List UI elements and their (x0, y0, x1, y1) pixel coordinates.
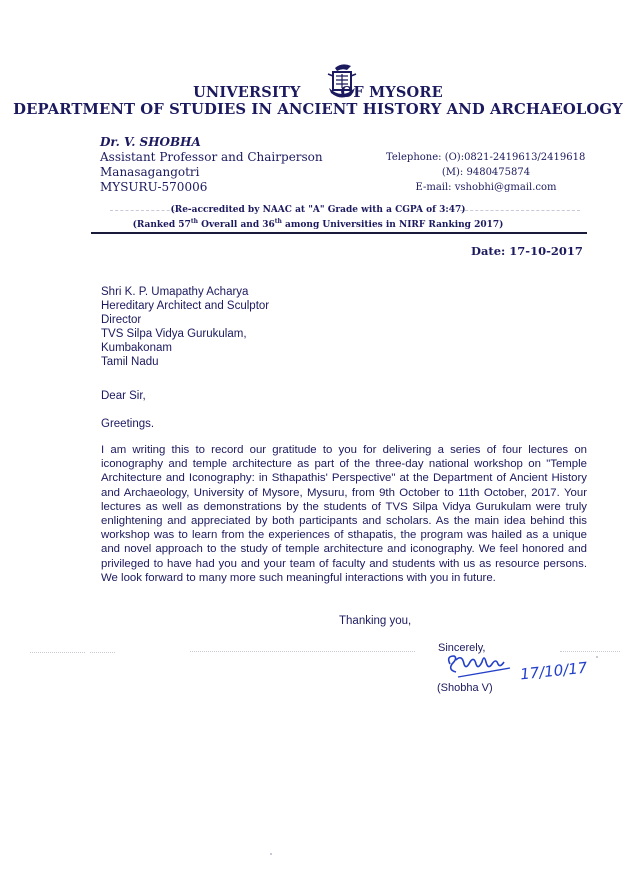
handwritten-date: 17/10/17 (519, 658, 589, 684)
sender-designation: Assistant Professor and Chairperson (100, 150, 323, 164)
thanks-line: Thanking you, (339, 615, 412, 627)
accreditation-line1: (Re-accredited by NAAC at "A" Grade with a CGPA of 3:47) (170, 205, 466, 215)
scan-speck (270, 853, 272, 855)
handwritten-signature-icon (444, 650, 524, 680)
signatory-name: (Shobha V) (437, 682, 493, 694)
accreditation-line2: (Ranked 57th Overall and 36th among Universities in NIRF Ranking 2017) (132, 218, 504, 230)
university-name (0, 84, 636, 101)
greeting: Greetings. (101, 418, 155, 430)
recipient-line: Tamil Nadu (101, 356, 159, 368)
email: E-mail: vshobhi@gmail.com (415, 182, 557, 193)
telephone: Telephone: (O):0821-2419613/2419618 (386, 152, 586, 163)
faint-mark (90, 652, 115, 653)
faint-mark (560, 651, 620, 652)
sender-block (100, 135, 323, 195)
sender-address-line2: MYSURU-570006 (100, 180, 208, 194)
recipient-line: Shri K. P. Umapathy Acharya (101, 286, 249, 298)
mobile: (M): 9480475874 (441, 167, 531, 178)
recipient-block (101, 285, 269, 369)
sender-address-line1: Manasagangotri (100, 165, 200, 179)
header-divider (91, 232, 587, 234)
scan-speck (596, 656, 598, 658)
university-name-left: UNIVERSITY (193, 84, 301, 101)
recipient-line: TVS Silpa Vidya Gurukulam, (101, 328, 247, 340)
letter-date: Date: 17-10-2017 (471, 244, 583, 258)
accreditation-note (0, 204, 636, 231)
sender-name: Dr. V. SHOBHA (100, 135, 201, 149)
letter-body: I am writing this to record our gratitude to you for delivering a series of four lectures on iconography and temple architecture as part of the three-day national workshop on "Temple Architecture and Iconography: in Sthapathis' Perspective" at the Department of Ancient History and Archaeology, University of Mysore, Mysuru, from 9th October to 11th October, 2017. Your lectures as well as demonstrations by the students of TVS Silpa Vidya Gurukulam were truly enlightening and appreciated by both participants and scholars. As the main idea behind this workshop was to learn from the experiences of sthapatis, the program was hailed as a unique and novel approach to the study of temple architecture and iconography. We feel honored and privileged to have had you and your team of faculty and students with us as resource persons. We look forward to many more such meaningful interactions with you in future. (101, 444, 587, 584)
recipient-line: Kumbakonam (101, 342, 172, 354)
university-name-right: OF MYSORE (340, 84, 443, 101)
contact-block (386, 150, 586, 195)
recipient-line: Director (101, 314, 142, 326)
faint-mark (30, 652, 85, 653)
recipient-line: Hereditary Architect and Sculptor (101, 300, 270, 312)
university-crest-icon (325, 62, 359, 102)
sincerely-line: Sincerely, (438, 642, 486, 654)
salutation: Dear Sir, (101, 390, 146, 402)
faint-bleed-through (190, 651, 415, 652)
department-name: DEPARTMENT OF STUDIES IN ANCIENT HISTORY AND ARCHAEOLOGY (13, 101, 623, 118)
